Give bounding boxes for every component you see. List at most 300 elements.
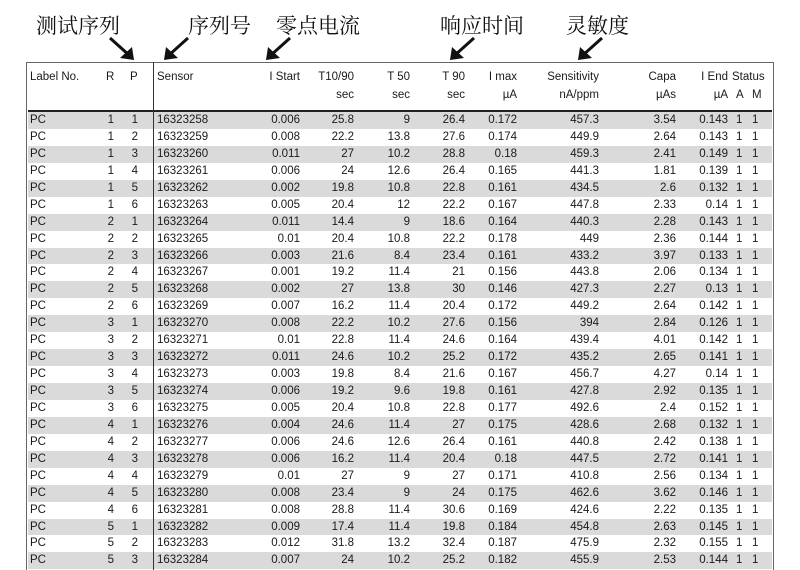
cell-t90: 22.8 <box>442 401 465 414</box>
cell-i-end: 0.13 <box>705 283 728 296</box>
cell-t50: 10.8 <box>387 181 410 194</box>
cell-capa: 2.65 <box>653 351 676 364</box>
cell-r: 3 <box>107 351 114 364</box>
cell-r: 4 <box>107 452 114 465</box>
cell-i-end: 0.139 <box>699 164 728 177</box>
cell-label: PC <box>30 503 46 516</box>
cell-capa: 2.27 <box>653 283 676 296</box>
cell-i-start: 0.01 <box>277 232 300 245</box>
cell-sensitivity: 410.8 <box>570 469 599 482</box>
table-row <box>28 315 772 332</box>
cell-i-start: 0.006 <box>271 452 300 465</box>
cell-t1090: 20.4 <box>331 198 354 211</box>
header-t90: T 90 <box>442 71 465 83</box>
cell-status-a: 1 <box>736 232 743 245</box>
table-row <box>28 502 772 519</box>
cell-sensor: 16323284 <box>157 554 209 567</box>
header-i-end: I End <box>701 71 728 83</box>
cell-capa: 1.81 <box>653 164 676 177</box>
header-p: P <box>130 71 138 83</box>
cell-i-end: 0.132 <box>699 418 728 431</box>
header-status: Status <box>732 71 765 83</box>
table-row <box>28 519 772 536</box>
cell-capa: 2.28 <box>653 215 676 228</box>
cell-i-max: 0.18 <box>494 452 517 465</box>
cell-t1090: 22.8 <box>331 334 354 347</box>
cell-status-a: 1 <box>736 198 743 211</box>
cell-status-a: 1 <box>736 130 743 143</box>
table-row <box>28 552 772 569</box>
cell-status-m: 1 <box>752 401 759 414</box>
cell-t1090: 19.8 <box>331 368 354 381</box>
cell-i-start: 0.005 <box>271 198 300 211</box>
annotation-zero-current: 零点电流 <box>276 14 360 38</box>
cell-status-m: 1 <box>752 283 759 296</box>
table-row <box>28 248 772 265</box>
cell-label: PC <box>30 283 46 296</box>
cell-t1090: 27 <box>341 147 354 160</box>
cell-sensor: 16323258 <box>157 114 209 126</box>
annotation-serial-number: 序列号 <box>188 14 251 38</box>
cell-r: 3 <box>107 368 114 381</box>
cell-label: PC <box>30 401 46 414</box>
cell-capa: 2.41 <box>653 147 676 160</box>
cell-t1090: 31.8 <box>331 537 354 550</box>
cell-r: 3 <box>107 385 114 397</box>
cell-i-max: 0.146 <box>488 283 517 296</box>
cell-sensitivity: 459.3 <box>570 147 599 160</box>
cell-i-max: 0.169 <box>488 503 517 516</box>
header-t50-unit: sec <box>392 89 410 101</box>
cell-t90: 22.2 <box>442 198 465 211</box>
cell-label: PC <box>30 164 46 177</box>
cell-status-m: 1 <box>752 554 759 567</box>
cell-r: 3 <box>107 334 114 347</box>
cell-status-m: 1 <box>752 368 759 381</box>
cell-status-a: 1 <box>736 385 743 397</box>
cell-t50: 12 <box>397 198 410 211</box>
cell-i-max: 0.172 <box>488 300 517 313</box>
cell-status-a: 1 <box>736 164 743 177</box>
cell-t1090: 22.2 <box>331 317 354 330</box>
cell-t50: 11.4 <box>388 520 410 533</box>
cell-t1090: 14.4 <box>331 215 354 228</box>
cell-label: PC <box>30 368 46 381</box>
cell-i-max: 0.184 <box>488 520 517 533</box>
cell-label: PC <box>30 520 46 533</box>
cell-t50: 10.8 <box>387 232 410 245</box>
table-row <box>28 163 772 180</box>
cell-t90: 24.6 <box>442 334 465 347</box>
cell-capa: 2.63 <box>653 520 676 533</box>
cell-i-start: 0.008 <box>271 486 300 499</box>
cell-status-m: 1 <box>752 266 759 279</box>
cell-label: PC <box>30 469 46 482</box>
cell-sensor: 16323259 <box>157 130 209 143</box>
cell-i-end: 0.155 <box>699 537 728 550</box>
cell-p: 5 <box>131 385 138 397</box>
cell-status-a: 1 <box>736 418 743 431</box>
cell-i-start: 0.006 <box>271 435 300 448</box>
cell-sensitivity: 394 <box>579 317 599 330</box>
header-i-max: I max <box>488 71 517 83</box>
cell-t90: 22.2 <box>442 232 465 245</box>
cell-t1090: 24.6 <box>331 351 354 364</box>
table-row <box>28 129 772 146</box>
arrow-down-left-icon <box>160 34 192 64</box>
cell-i-max: 0.156 <box>488 317 517 330</box>
cell-t90: 21 <box>452 266 465 279</box>
cell-sensor: 16323271 <box>157 334 209 347</box>
cell-sensor: 16323283 <box>157 537 209 550</box>
cell-status-a: 1 <box>736 351 743 364</box>
table-row <box>28 468 772 485</box>
cell-i-start: 0.001 <box>271 266 300 279</box>
cell-r: 4 <box>107 469 114 482</box>
cell-sensitivity: 441.3 <box>570 164 599 177</box>
cell-t90: 27.6 <box>442 130 465 143</box>
cell-r: 1 <box>107 114 114 126</box>
table-row <box>28 349 772 366</box>
cell-i-end: 0.142 <box>699 300 728 313</box>
cell-r: 2 <box>107 215 114 228</box>
table-row <box>28 281 772 298</box>
cell-status-a: 1 <box>736 181 743 194</box>
cell-status-m: 1 <box>752 486 759 499</box>
cell-sensor: 16323263 <box>157 198 209 211</box>
cell-t1090: 24 <box>341 554 354 567</box>
cell-r: 4 <box>107 418 114 431</box>
cell-sensor: 16323264 <box>157 215 209 228</box>
cell-i-start: 0.007 <box>271 554 300 567</box>
cell-status-a: 1 <box>736 469 743 482</box>
cell-sensitivity: 440.8 <box>570 435 599 448</box>
cell-i-end: 0.135 <box>699 385 728 397</box>
cell-i-end: 0.149 <box>699 147 728 160</box>
cell-capa: 2.64 <box>653 130 676 143</box>
cell-r: 1 <box>107 181 114 194</box>
cell-sensitivity: 428.6 <box>570 418 599 431</box>
cell-sensor: 16323266 <box>157 249 209 262</box>
cell-t1090: 16.2 <box>331 300 354 313</box>
cell-label: PC <box>30 198 46 211</box>
cell-r: 2 <box>107 266 114 279</box>
cell-sensitivity: 454.8 <box>570 520 599 533</box>
cell-t90: 24 <box>452 486 465 499</box>
cell-i-max: 0.187 <box>488 537 517 550</box>
cell-capa: 2.4 <box>660 401 676 414</box>
cell-t50: 12.6 <box>387 164 410 177</box>
cell-sensor: 16323269 <box>157 300 209 313</box>
cell-capa: 2.53 <box>653 554 676 567</box>
cell-sensor: 16323278 <box>157 452 209 465</box>
cell-t90: 26.4 <box>442 435 465 448</box>
arrow-down-left-icon <box>446 34 478 64</box>
cell-status-a: 1 <box>736 300 743 313</box>
cell-p: 2 <box>131 232 138 245</box>
cell-label: PC <box>30 385 46 397</box>
table-row <box>28 231 772 248</box>
cell-status-a: 1 <box>736 283 743 296</box>
cell-i-start: 0.011 <box>272 147 300 160</box>
cell-capa: 2.72 <box>653 452 676 465</box>
cell-sensor: 16323275 <box>157 401 209 414</box>
cell-i-start: 0.008 <box>271 130 300 143</box>
cell-label: PC <box>30 554 46 567</box>
cell-i-end: 0.14 <box>705 368 728 381</box>
cell-p: 6 <box>131 401 138 414</box>
cell-capa: 2.6 <box>660 181 676 194</box>
cell-i-max: 0.167 <box>488 198 517 211</box>
table-row <box>28 451 772 468</box>
annotation-test-sequence: 测试序列 <box>36 14 120 38</box>
cell-i-start: 0.01 <box>277 469 300 482</box>
header-i-end-unit: µA <box>713 89 728 101</box>
cell-status-a: 1 <box>736 537 743 550</box>
cell-label: PC <box>30 130 46 143</box>
cell-capa: 2.22 <box>653 503 676 516</box>
cell-sensor: 16323272 <box>157 351 209 364</box>
cell-i-max: 0.165 <box>488 164 517 177</box>
cell-r: 4 <box>107 503 114 516</box>
cell-t50: 12.6 <box>387 435 410 448</box>
cell-r: 2 <box>107 300 114 313</box>
cell-sensor: 16323279 <box>157 469 209 482</box>
header-sensitivity-unit: nA/ppm <box>559 89 599 101</box>
cell-sensor: 16323280 <box>157 486 209 499</box>
cell-p: 3 <box>131 147 138 160</box>
cell-sensitivity: 440.3 <box>570 215 599 228</box>
cell-capa: 2.36 <box>653 232 676 245</box>
cell-t90: 28.8 <box>442 147 465 160</box>
cell-status-m: 1 <box>752 385 759 397</box>
cell-status-m: 1 <box>752 334 759 347</box>
cell-t90: 30.6 <box>442 503 465 516</box>
cell-i-start: 0.006 <box>271 114 300 126</box>
cell-i-end: 0.143 <box>699 130 728 143</box>
cell-t50: 11.4 <box>388 266 410 279</box>
cell-status-m: 1 <box>752 114 759 126</box>
table-row <box>28 332 772 349</box>
cell-t1090: 20.4 <box>331 232 354 245</box>
cell-status-a: 1 <box>736 317 743 330</box>
header-sensor: Sensor <box>157 71 194 83</box>
cell-t90: 23.4 <box>442 249 465 262</box>
cell-p: 1 <box>131 317 138 330</box>
cell-i-start: 0.012 <box>271 537 300 550</box>
cell-i-max: 0.177 <box>488 401 517 414</box>
cell-i-max: 0.178 <box>488 232 517 245</box>
cell-r: 1 <box>107 164 114 177</box>
header-t1090: T10/90 <box>318 71 354 83</box>
cell-capa: 2.92 <box>653 385 676 397</box>
annotation-sensitivity: 灵敏度 <box>566 14 629 38</box>
cell-capa: 2.42 <box>653 435 676 448</box>
cell-label: PC <box>30 266 46 279</box>
cell-i-start: 0.011 <box>272 351 300 364</box>
cell-sensitivity: 449.2 <box>570 300 599 313</box>
cell-t1090: 24.6 <box>331 418 354 431</box>
cell-status-m: 1 <box>752 418 759 431</box>
cell-label: PC <box>30 147 46 160</box>
cell-label: PC <box>30 181 46 194</box>
cell-status-m: 1 <box>752 130 759 143</box>
cell-capa: 4.27 <box>653 368 676 381</box>
cell-i-max: 0.156 <box>488 266 517 279</box>
cell-sensitivity: 443.8 <box>570 266 599 279</box>
cell-status-a: 1 <box>736 147 743 160</box>
cell-r: 5 <box>107 554 114 567</box>
cell-p: 3 <box>131 249 138 262</box>
cell-sensor: 16323277 <box>157 435 209 448</box>
cell-t1090: 19.8 <box>331 181 354 194</box>
cell-status-m: 1 <box>752 215 759 228</box>
cell-status-m: 1 <box>752 249 759 262</box>
cell-r: 1 <box>107 130 114 143</box>
cell-t1090: 27 <box>341 283 354 296</box>
cell-label: PC <box>30 249 46 262</box>
cell-label: PC <box>30 452 46 465</box>
cell-p: 5 <box>131 486 138 499</box>
cell-p: 3 <box>131 351 138 364</box>
cell-capa: 2.56 <box>653 469 676 482</box>
table-row <box>28 298 772 315</box>
cell-i-start: 0.003 <box>271 368 300 381</box>
cell-status-m: 1 <box>752 181 759 194</box>
cell-t90: 26.4 <box>442 114 465 126</box>
cell-i-start: 0.002 <box>271 181 300 194</box>
cell-t50: 11.4 <box>388 503 410 516</box>
cell-status-m: 1 <box>752 147 759 160</box>
cell-t90: 32.4 <box>442 537 465 550</box>
table-row <box>28 112 772 129</box>
header-capa: Capa <box>648 71 676 83</box>
cell-sensitivity: 424.6 <box>570 503 599 516</box>
cell-i-start: 0.008 <box>271 503 300 516</box>
header-t1090-unit: sec <box>336 89 354 101</box>
cell-p: 4 <box>131 266 138 279</box>
cell-i-start: 0.008 <box>271 317 300 330</box>
cell-i-end: 0.152 <box>699 401 728 414</box>
cell-t90: 19.8 <box>442 385 465 397</box>
table-row <box>28 485 772 502</box>
header-t90-unit: sec <box>447 89 465 101</box>
cell-sensitivity: 462.6 <box>570 486 599 499</box>
cell-sensitivity: 456.7 <box>570 368 599 381</box>
cell-t90: 27 <box>452 469 465 482</box>
cell-t90: 27.6 <box>442 317 465 330</box>
cell-i-end: 0.138 <box>699 435 728 448</box>
cell-i-max: 0.172 <box>488 114 517 126</box>
cell-sensitivity: 434.5 <box>570 181 599 194</box>
cell-i-start: 0.007 <box>271 300 300 313</box>
cell-p: 2 <box>131 334 138 347</box>
cell-status-a: 1 <box>736 452 743 465</box>
cell-status-m: 1 <box>752 164 759 177</box>
cell-label: PC <box>30 486 46 499</box>
cell-sensor: 16323281 <box>157 503 209 516</box>
cell-status-a: 1 <box>736 266 743 279</box>
cell-sensitivity: 435.2 <box>570 351 599 364</box>
cell-i-max: 0.182 <box>488 554 517 567</box>
cell-label: PC <box>30 114 46 126</box>
cell-i-max: 0.164 <box>488 215 517 228</box>
cell-t1090: 16.2 <box>331 452 354 465</box>
cell-i-end: 0.144 <box>699 554 728 567</box>
cell-t50: 9.6 <box>394 385 410 397</box>
cell-t1090: 19.2 <box>331 385 354 397</box>
cell-p: 4 <box>131 368 138 381</box>
cell-status-m: 1 <box>752 232 759 245</box>
cell-t1090: 24.6 <box>331 435 354 448</box>
cell-i-max: 0.164 <box>488 334 517 347</box>
cell-t90: 30 <box>452 283 465 296</box>
cell-t50: 13.8 <box>387 283 410 296</box>
cell-t50: 8.4 <box>394 249 410 262</box>
cell-i-start: 0.011 <box>272 215 300 228</box>
cell-p: 5 <box>131 181 138 194</box>
cell-capa: 4.01 <box>653 334 676 347</box>
cell-capa: 3.54 <box>653 114 676 126</box>
cell-i-end: 0.126 <box>699 317 728 330</box>
cell-sensitivity: 447.5 <box>570 452 599 465</box>
cell-p: 6 <box>131 300 138 313</box>
cell-label: PC <box>30 215 46 228</box>
cell-p: 1 <box>131 418 138 431</box>
cell-sensor: 16323267 <box>157 266 209 279</box>
cell-t50: 13.8 <box>387 130 410 143</box>
cell-i-max: 0.161 <box>488 249 517 262</box>
table-row <box>28 400 772 417</box>
cell-sensitivity: 492.6 <box>570 401 599 414</box>
cell-t50: 11.4 <box>388 418 410 431</box>
cell-sensitivity: 449.9 <box>570 130 599 143</box>
cell-capa: 2.68 <box>653 418 676 431</box>
cell-r: 5 <box>107 537 114 550</box>
cell-status-a: 1 <box>736 554 743 567</box>
cell-i-start: 0.003 <box>271 249 300 262</box>
cell-status-a: 1 <box>736 334 743 347</box>
cell-r: 5 <box>107 520 114 533</box>
arrow-down-right-icon <box>106 34 138 64</box>
cell-sensitivity: 439.4 <box>570 334 599 347</box>
cell-r: 3 <box>107 317 114 330</box>
cell-i-end: 0.141 <box>699 452 728 465</box>
header-status-a: A <box>736 89 744 101</box>
cell-i-end: 0.141 <box>699 351 728 364</box>
cell-p: 3 <box>131 452 138 465</box>
cell-t90: 20.4 <box>442 300 465 313</box>
cell-t90: 26.4 <box>442 164 465 177</box>
cell-t1090: 22.2 <box>331 130 354 143</box>
cell-i-start: 0.004 <box>271 418 300 431</box>
cell-sensor: 16323276 <box>157 418 209 431</box>
cell-sensitivity: 433.2 <box>570 249 599 262</box>
cell-sensitivity: 427.3 <box>570 283 599 296</box>
cell-status-m: 1 <box>752 469 759 482</box>
cell-i-end: 0.133 <box>699 249 728 262</box>
header-t50: T 50 <box>387 71 410 83</box>
annotation-response-time: 响应时间 <box>440 14 524 38</box>
cell-i-end: 0.132 <box>699 181 728 194</box>
cell-i-end: 0.143 <box>699 114 728 126</box>
cell-r: 2 <box>107 249 114 262</box>
cell-i-end: 0.142 <box>699 334 728 347</box>
cell-status-m: 1 <box>752 317 759 330</box>
cell-status-a: 1 <box>736 401 743 414</box>
cell-i-max: 0.175 <box>488 418 517 431</box>
cell-capa: 2.33 <box>653 198 676 211</box>
